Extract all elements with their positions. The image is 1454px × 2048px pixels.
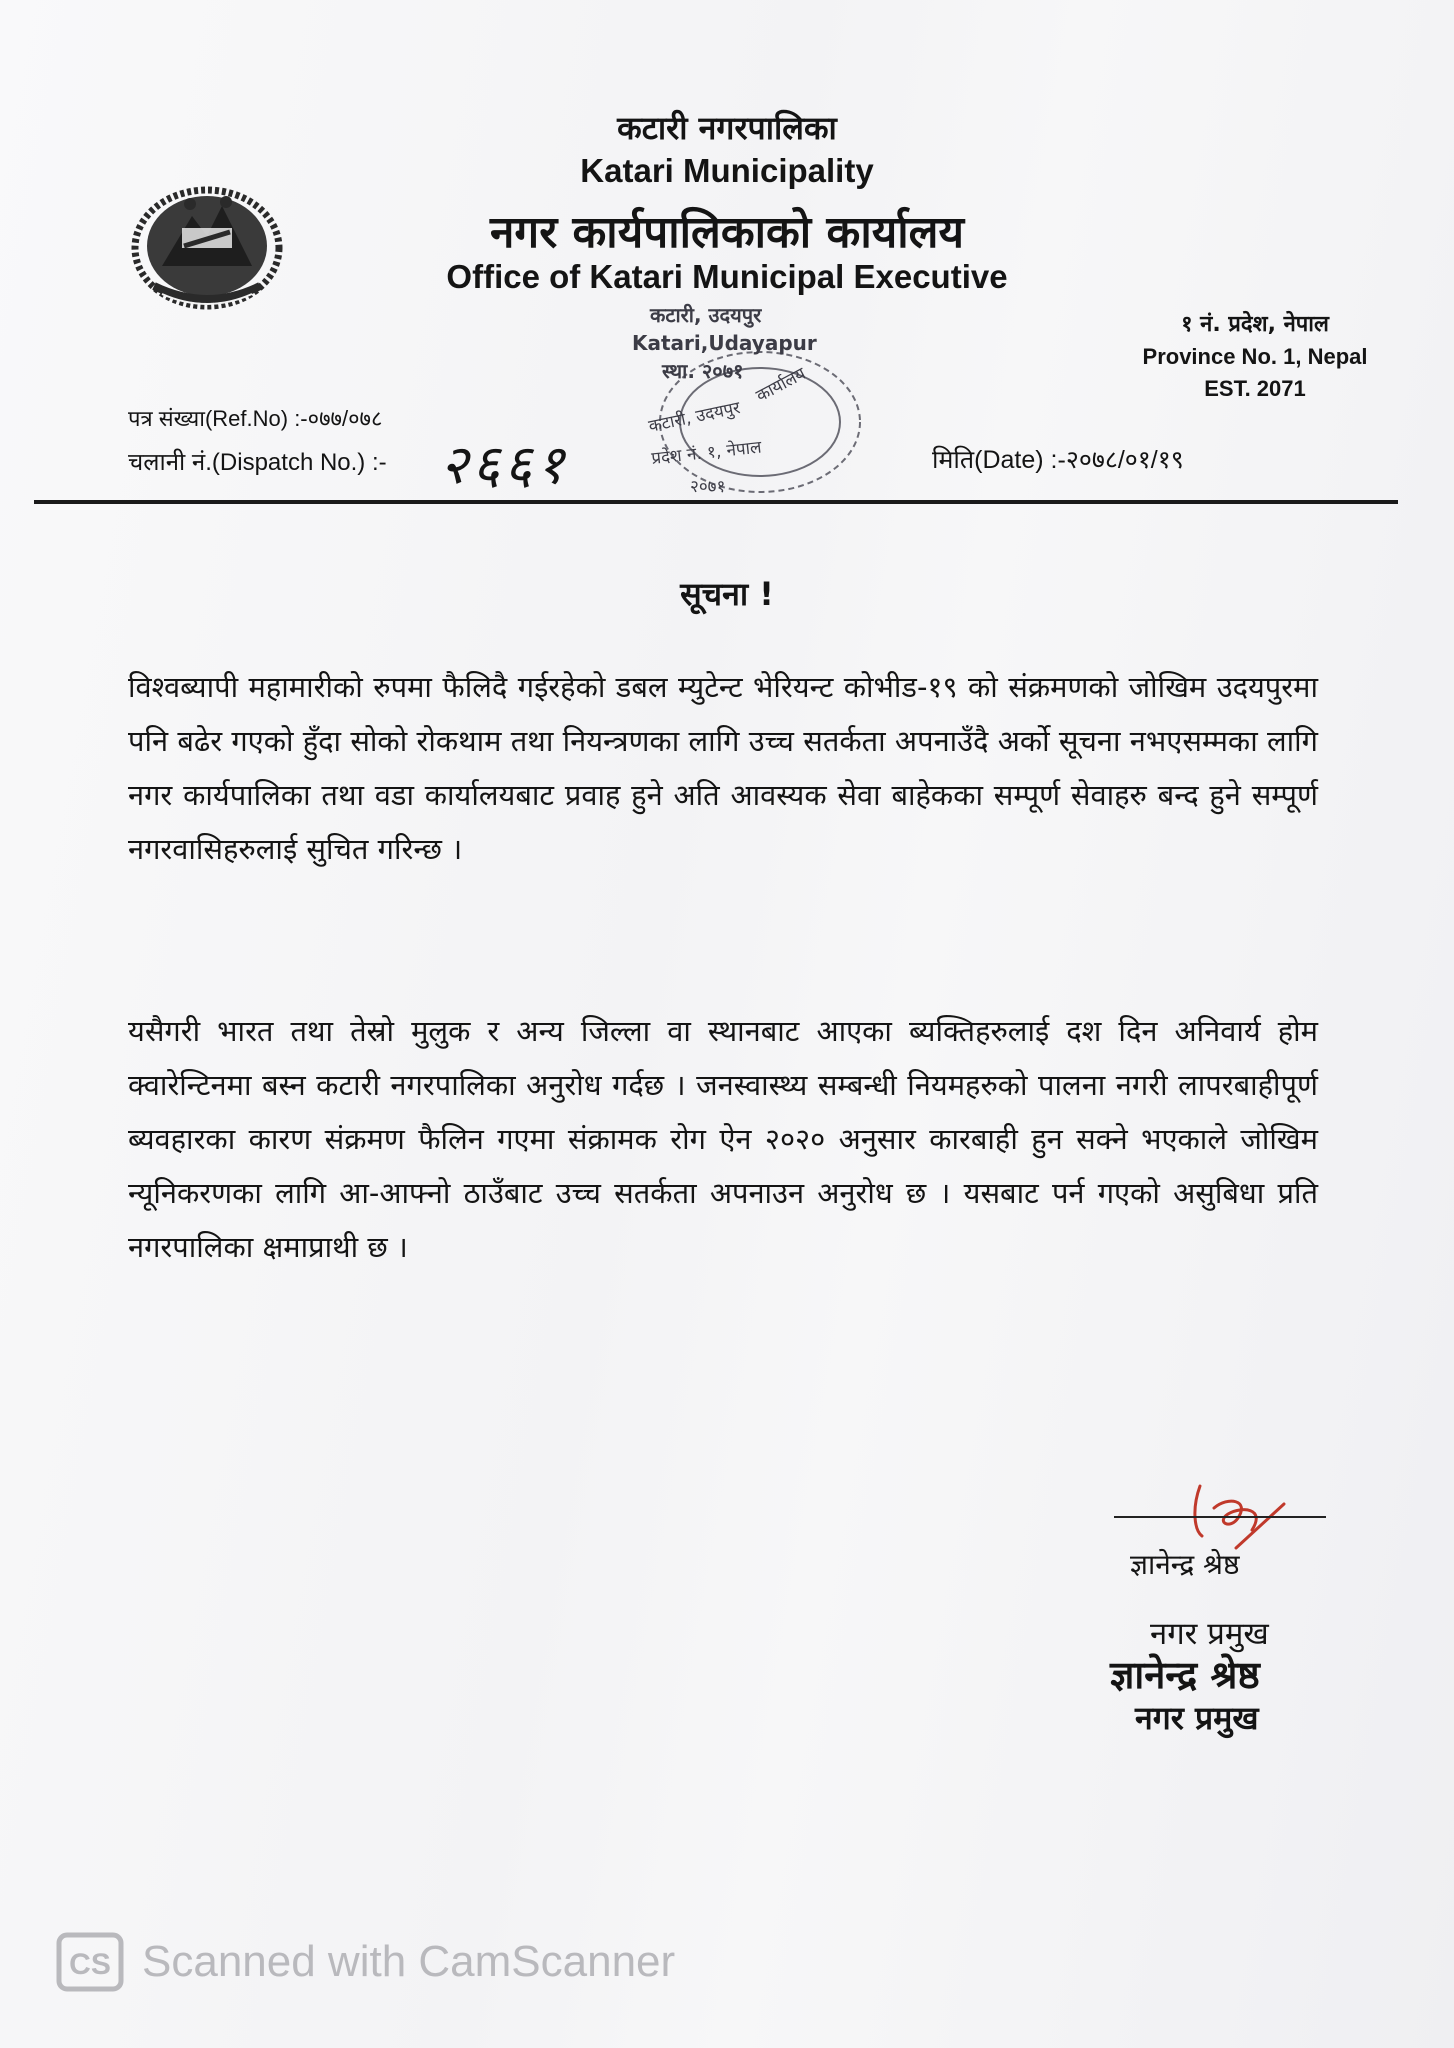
header-divider [34,500,1398,504]
province-nepali: १ नं. प्रदेश, नेपाल [1181,312,1329,337]
notice-paragraph-1: विश्वब्यापी महामारीको रुपमा फैलिदै गईरहेको डबल म्युटेन्ट भेरियन्ट कोभीड-१९ को संक्रमणको जोखिम उदयपुरमा पनि बढेर गएको हुँदा सोको रोकथाम तथा नियन्त्रणका लागि उच्च सतर्कता अपनाउँदै अर्को सूचना नभएसम्मका लागि नगर कार्यपालिका तथा वडा कार्यालयबाट प्रवाह हुने अति आवस्यक सेवा बाहेकका सम्पूर्ण सेवाहरु बन्द हुने सम्पूर्ण नगरवासिहरुलाई सुचित गरिन्छ । [128,670,1318,866]
dispatch-label: चलानी नं.(Dispatch No.) :- [128,449,387,476]
nepal-coat-of-arms-emblem-icon [122,176,292,316]
svg-text:२०७१: २०७१ [690,477,726,497]
name-stamp: ज्ञानेन्द्र श्रेष्ठ [1110,1653,1260,1697]
title-stamp: नगर प्रमुख [1135,1699,1259,1737]
ref-label: पत्र संख्या(Ref.No) :- [128,406,308,431]
reference-number [128,403,382,433]
date-label: मिति(Date) :- [932,446,1066,474]
municipality-name-english: Katari Municipality [580,152,874,189]
notice-title: सूचना ! [680,575,774,613]
signature-line [1114,1516,1326,1518]
notice-paragraph-2: यसैगरी भारत तथा तेस्रो मुलुक र अन्य जिल्ला वा स्थानबाट आएका ब्यक्तिहरुलाई दश दिन अनिवार्य होम क्वारेन्टिनमा बस्न कटारी नगरपालिका अनुरोध गर्दछ । जनस्वास्थ्य सम्बन्धी नियमहरुको पालना नगरी लापरबाहीपूर्ण ब्यवहारका कारण संक्रमण फैलिन गएमा संक्रामक रोग ऐन २०२० अनुसार कारबाही हुन सक्ने भएकाले जोखिम न्यूनिकरणका लागि आ-आफ्नो ठाउँबाट उच्च सतर्कता अपनाउन अनुरोध छ । यसबाट पर्न गएको असुबिधा प्रति नगरपालिका क्षमाप्राथी छ । [128,1014,1318,1264]
document-date [932,442,1184,476]
date-value: २०७८/०१/१९ [1065,446,1184,474]
svg-text:कटारी, उदयपुर: कटारी, उदयपुर [650,303,762,327]
svg-text:प्रदेश नं. १, नेपाल: प्रदेश नं. १, नेपाल [650,437,763,469]
municipality-name-nepali: कटारी नगरपालिका [617,109,837,147]
camscanner-watermark [56,1932,675,1992]
camscanner-logo-icon [56,1932,124,1992]
watermark-text: Scanned with CamScanner [142,1937,676,1986]
established-year: EST. 2071 [1204,376,1306,401]
signatory-name: ज्ञानेन्द्र श्रेष्ठ [1130,1548,1240,1581]
office-name-english: Office of Katari Municipal Executive [446,258,1008,295]
svg-text:CS: CS [69,1948,111,1981]
province-english: Province No. 1, Nepal [1142,344,1368,369]
dispatch-number-handwritten: २६६१ [440,433,569,496]
svg-text:स्था. २०७१: स्था. २०७१ [662,359,744,383]
svg-text:कटारी, उदयपुर: कटारी, उदयपुर [646,397,743,437]
office-stamp-icon [610,292,870,504]
signatory-title: नगर प्रमुख [1150,1616,1269,1652]
ref-value: ०७७/०७८ [307,406,383,431]
office-name-nepali: नगर कार्यपालिकाको कार्यालय [490,207,964,258]
svg-text:Katari,Udayapur: Katari,Udayapur [632,331,817,355]
svg-text:कार्यालय: कार्यालय [752,363,810,407]
